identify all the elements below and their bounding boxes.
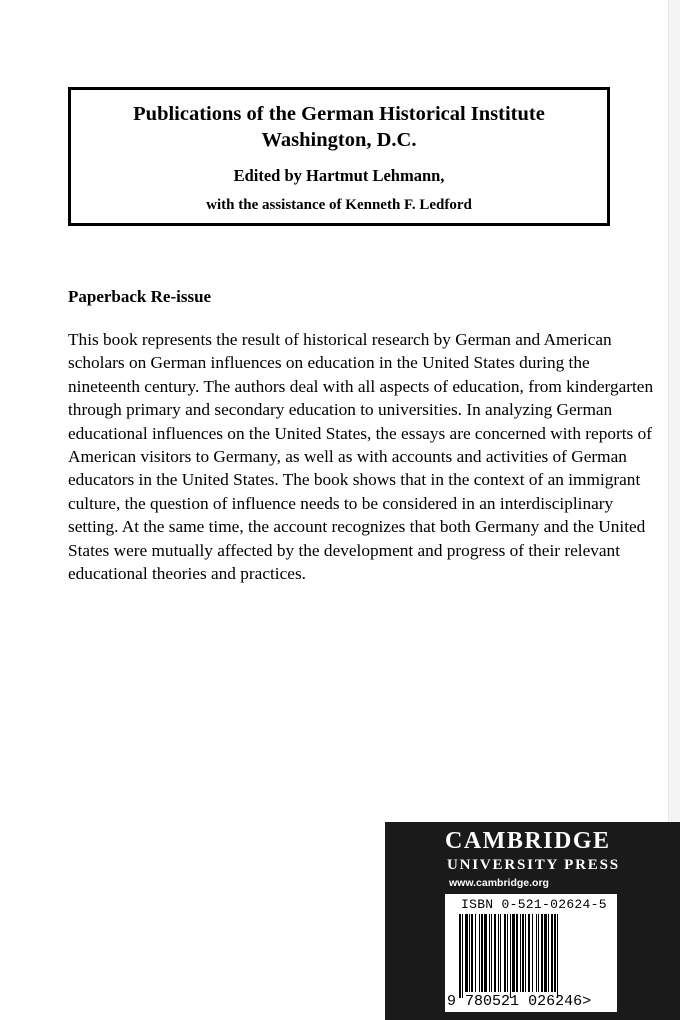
barcode-bar (481, 914, 483, 992)
barcode-marker: > (582, 993, 592, 1010)
barcode-bar (510, 914, 511, 998)
publisher-block (385, 822, 680, 1020)
barcode-box (445, 894, 617, 1012)
barcode-bar (525, 914, 526, 992)
barcode-digits (447, 993, 591, 1010)
book-blurb: This book represents the result of historical research by German and American scholars on German influences on education in the United States during the nineteenth century. The authors deal with all aspects of education, from kindergarten through primary and secondary education to universities. In analyzing German educational influences on the United States, the essays are concerned with reports of American visitors to Germany, as well as with accounts and activities of German educators in the United States. The book shows that in the context of an immigrant culture, the question of influence needs to be considered in an interdisciplinary setting. At the same time, the account recognizes that both Germany and the United States were mutually affected by the development and progress of their relevant educational theories and practices. (68, 330, 654, 584)
barcode-bar (544, 914, 547, 992)
publisher-url: www.cambridge.org (449, 877, 549, 889)
publisher-subtitle: UNIVERSITY PRESS (447, 857, 620, 873)
series-assistance: with the assistance of Kenneth F. Ledford (206, 197, 472, 213)
barcode-bar (536, 914, 537, 992)
barcode-bar (489, 914, 490, 992)
barcode-bar (522, 914, 524, 992)
barcode-bar (557, 914, 558, 998)
barcode-bar (554, 914, 556, 992)
barcode-bar (494, 914, 496, 992)
barcode-bar (465, 914, 468, 992)
barcode-first-digit: 9 (447, 993, 457, 1010)
barcode-left-group: 780521 (465, 993, 520, 1010)
barcode-bar (532, 914, 533, 992)
barcode-bar (548, 914, 549, 992)
isbn-text: ISBN 0-521-02624-5 (461, 897, 607, 912)
barcode-bar (551, 914, 553, 992)
series-editor: Edited by Hartmut Lehmann, (233, 166, 445, 185)
barcode-bar (475, 914, 476, 992)
reissue-label: Paperback Re-issue (68, 287, 212, 306)
barcode-bar (498, 914, 499, 992)
publisher-name: CAMBRIDGE (445, 828, 611, 854)
barcode-bar (541, 914, 543, 992)
barcode-bar (512, 914, 515, 992)
barcode-bar (471, 914, 473, 992)
barcode-bar (538, 914, 539, 992)
series-title: Publications of the German Historical Institute (133, 103, 545, 125)
barcode-bar (491, 914, 492, 992)
barcode-right-group: 026246 (528, 993, 583, 1010)
series-box (68, 87, 610, 226)
barcode-bar (484, 914, 487, 992)
barcode-bar (469, 914, 470, 992)
barcode-bar (462, 914, 463, 998)
series-city: Washington, D.C. (261, 129, 417, 151)
barcode-bar (479, 914, 480, 992)
barcode-bar (500, 914, 501, 992)
barcode-bar (516, 914, 518, 992)
barcode-bar (528, 914, 530, 992)
barcode-bar (507, 914, 508, 992)
barcode-bar (520, 914, 521, 992)
barcode-bar (459, 914, 461, 998)
barcode-bar (504, 914, 506, 992)
